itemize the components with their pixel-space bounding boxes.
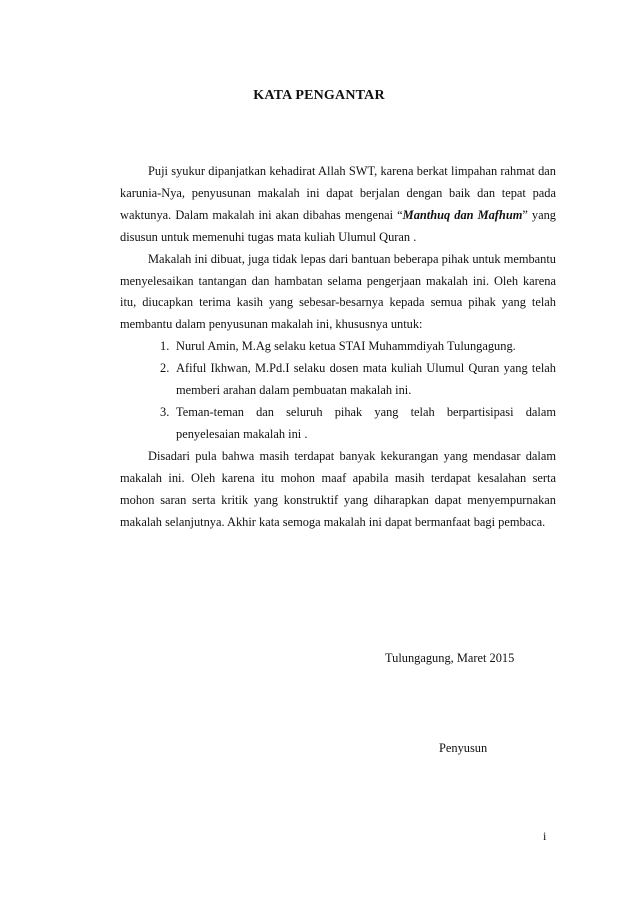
list-item-number: 2. <box>160 361 170 376</box>
paragraph-intro <box>120 161 556 249</box>
paragraph-thanks: Makalah ini dibuat, juga tidak lepas dari bantuan beberapa pihak untuk membantu menyelesaikan tantangan dan hambatan selama pengerjaan makalah ini. Oleh karena itu, diucapkan terima kasih yang sebesar-besarnya kepada semua pihak yang telah membantu dalam penyusunan makalah ini, khususnya untuk: <box>120 251 556 332</box>
paragraph-closing: Disadari pula bahwa masih terdapat banyak kekurangan yang mendasar dalam makalah ini. Oleh karena itu mohon maaf apabila masih terdapat kesalahan serta mohon saran serta kritik yang konstruktif yang diharapkan dapat menyempurnakan makalah selanjutnya. Akhir kata semoga makalah ini dapat bermanfaat bagi pembaca. <box>120 448 556 529</box>
list-item-text: Afiful Ikhwan, M.Pd.I selaku dosen mata kuliah Ulumul Quran yang telah memberi arahan dalam pembuatan makalah ini. <box>176 361 556 398</box>
list-item <box>120 358 556 402</box>
list-item <box>120 336 556 358</box>
list-item-text: Teman-teman dan seluruh pihak yang telah berpartisipasi dalam penyelesaian makalah ini . <box>176 404 556 441</box>
page-title: KATA PENGANTAR <box>253 88 385 103</box>
list-item-number: 1. <box>160 339 170 354</box>
signer-name: Penyusun <box>439 741 488 755</box>
list-item <box>120 402 556 446</box>
paragraph-intro-text-end: ” yang disusun untuk memenuhi tugas mata kuliah Ulumul Quran . <box>120 207 557 244</box>
paragraph-intro-emphasis: Manthuq dan Mafhum <box>402 207 523 222</box>
thanks-list <box>120 336 556 446</box>
paragraph-intro-text: Puji syukur dipanjatkan kehadirat Allah SWT, karena berkat limpahan rahmat dan karunia-Nya, penyusunan makalah ini dapat berjalan dengan baik dan tepat pada waktunya. Dalam makalah ini akan dibahas mengenai “ <box>120 164 556 222</box>
page-number: i <box>543 829 547 843</box>
place-date: Tulungagung, Maret 2015 <box>385 651 515 665</box>
document-body <box>120 161 556 533</box>
list-item-text: Nurul Amin, M.Ag selaku ketua STAI Muhammdiyah Tulungagung. <box>176 339 516 354</box>
list-item-number: 3. <box>160 404 170 419</box>
